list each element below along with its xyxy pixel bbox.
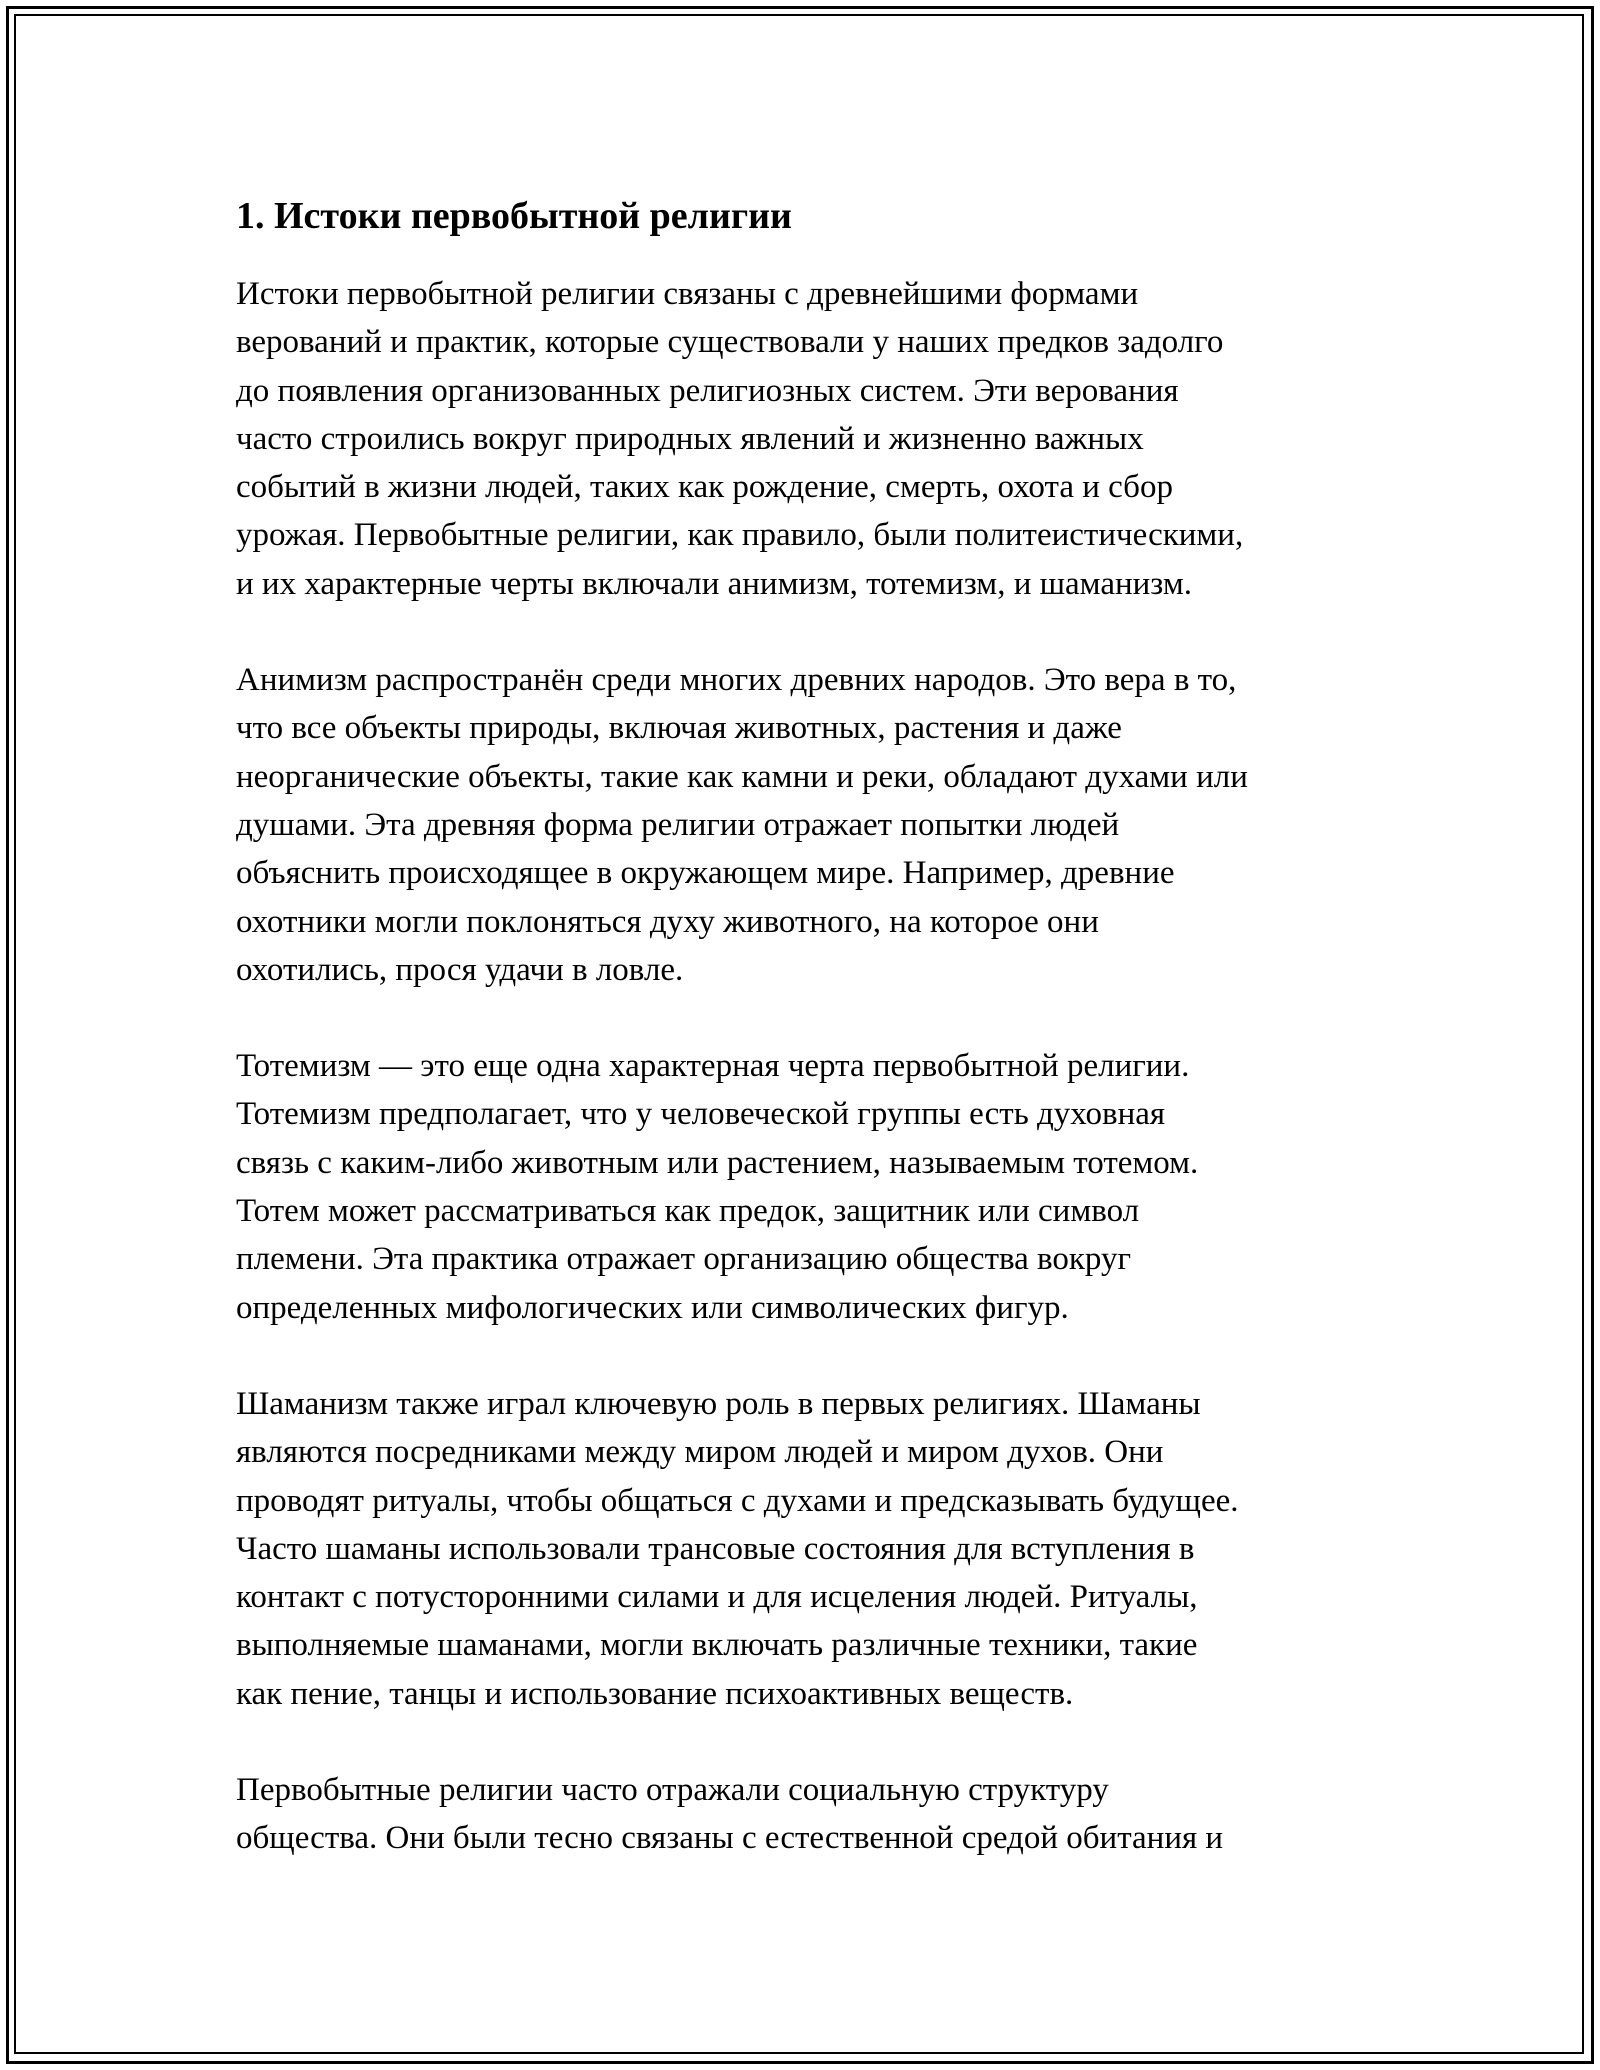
paragraph-totemism xyxy=(236,1042,1376,1332)
text-line: событий в жизни людей, таких как рождение, смерть, охота и сбор xyxy=(236,469,1173,506)
text-line: как пение, танцы и использование психоактивных веществ. xyxy=(236,1675,1074,1712)
text-line: урожая. Первобытные религии, как правило, были политеистическими, xyxy=(236,517,1244,554)
text-line: Шаманизм также играл ключевую роль в первых религиях. Шаманы xyxy=(236,1385,1201,1422)
text-line: проводят ритуалы, чтобы общаться с духами и предсказывать будущее. xyxy=(236,1482,1239,1519)
text-line: что все объекты природы, включая животных, растения и даже xyxy=(236,710,1122,747)
text-line: охотились, прося удачи в ловле. xyxy=(236,951,684,988)
document-body xyxy=(236,184,1376,1911)
paragraph-social-structure xyxy=(236,1766,1376,1863)
text-line: Тотемизм — это еще одна характерная черта первобытной религии. xyxy=(236,1048,1190,1085)
text-line: объяснить происходящее в окружающем мире. Например, древние xyxy=(236,855,1175,892)
text-line: контакт с потусторонними силами и для исцеления людей. Ритуалы, xyxy=(236,1579,1198,1616)
text-line: выполняемые шаманами, могли включать различные техники, такие xyxy=(236,1627,1198,1664)
text-line: связь с каким-либо животным или растением, называемым тотемом. xyxy=(236,1144,1199,1181)
text-line: охотники могли поклоняться духу животного, на которое они xyxy=(236,903,1099,940)
text-line: Тотемизм предполагает, что у человеческой группы есть духовная xyxy=(236,1096,1166,1133)
section-heading: 1. Истоки первобытной религии xyxy=(236,195,792,237)
paragraph-animism xyxy=(236,656,1376,994)
text-line: являются посредниками между миром людей и миром духов. Они xyxy=(236,1434,1164,1471)
text-line: Истоки первобытной религии связаны с древнейшими формами xyxy=(236,276,1139,312)
text-line: до появления организованных религиозных систем. Эти верования xyxy=(236,372,1179,409)
text-line: общества. Они были тесно связаны с естественной средой обитания и xyxy=(236,1820,1224,1857)
text-line: Первобытные религии часто отражали социальную структуру xyxy=(236,1772,1109,1809)
text-line: Часто шаманы использовали трансовые состояния для вступления в xyxy=(236,1530,1195,1567)
text-line: неорганические объекты, такие как камни и реки, обладают духами или xyxy=(236,758,1248,795)
text-line: душами. Эта древняя форма религии отражает попытки людей xyxy=(236,806,1120,843)
paragraph-origins xyxy=(236,270,1376,608)
text-line: верований и практик, которые существовали у наших предков задолго xyxy=(236,324,1224,361)
text-line: часто строились вокруг природных явлений и жизненно важных xyxy=(236,420,1144,457)
text-line: Тотем может рассматриваться как предок, защитник или символ xyxy=(236,1193,1140,1230)
text-line: определенных мифологических или символических фигур. xyxy=(236,1289,1069,1326)
text-line: племени. Эта практика отражает организацию общества вокруг xyxy=(236,1241,1132,1278)
text-line: Анимизм распространён среди многих древних народов. Это вера в то, xyxy=(236,662,1237,699)
paragraph-shamanism xyxy=(236,1380,1376,1718)
text-line: и их характерные черты включали анимизм, тотемизм, и шаманизм. xyxy=(236,565,1192,602)
